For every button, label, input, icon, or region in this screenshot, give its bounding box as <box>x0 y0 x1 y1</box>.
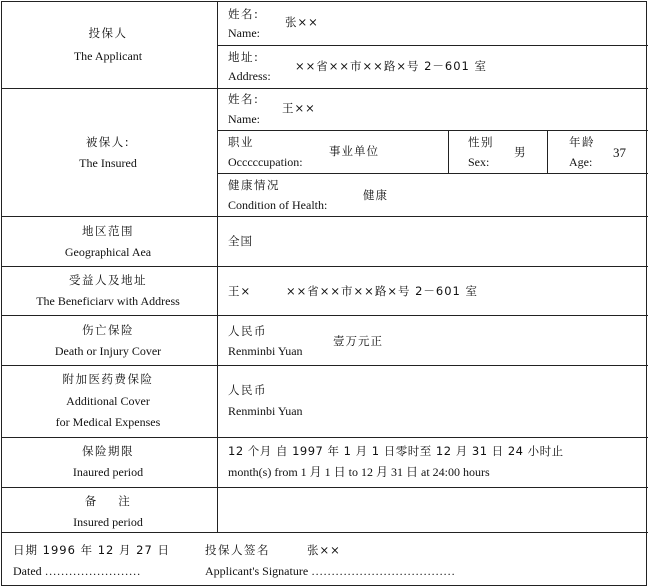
medical-currency-zh: 人民币 <box>228 383 267 397</box>
insured-name-label-zh: 姓名: <box>228 92 260 106</box>
geo-label-en: Geographical Aea <box>64 245 152 259</box>
health-label-en: Condition of Health: <box>228 198 328 212</box>
death-amount-value: 壹万元正 <box>333 334 383 348</box>
medical-currency-en: Renminbi Yuan <box>228 404 303 418</box>
footer-signature-value: 张×× <box>307 543 341 557</box>
remarks-label-zh: 备 注 <box>84 494 132 508</box>
remarks-label-en: Insured period <box>73 515 143 529</box>
column-divider <box>217 2 218 532</box>
applicant-address-label-zh: 地址: <box>228 50 260 64</box>
medical-label-en-2: for Medical Expenses <box>55 415 161 429</box>
health-label-zh: 健康情况 <box>228 178 280 192</box>
applicant-name-label-zh: 姓名: <box>228 7 260 21</box>
sub-row-divider <box>217 173 648 174</box>
footer-date-zh: 日期 1996 年 12 月 27 日 <box>13 543 170 557</box>
age-label-zh: 年龄 <box>569 135 595 149</box>
applicant-name-label-en: Name: <box>228 26 260 40</box>
period-label-zh: 保险期限 <box>82 444 134 458</box>
occupation-label-en: Occcccupation: <box>228 155 303 169</box>
beneficiary-address-value: ××省××市××路×号 2－601 室 <box>286 284 479 298</box>
row-divider <box>2 315 648 316</box>
footer-date-en: Dated …………………… <box>13 564 141 578</box>
period-label-en: Inaured period <box>72 465 144 479</box>
geo-label-zh: 地区范围 <box>82 224 134 238</box>
sex-label-zh: 性别 <box>468 135 494 149</box>
medical-label-zh: 附加医药费保险 <box>62 372 154 386</box>
medical-label-en-1: Additional Cover <box>66 394 150 408</box>
applicant-address-label-en: Address: <box>228 69 271 83</box>
insured-name-value: 王×× <box>282 101 316 115</box>
occupation-label-zh: 职业 <box>228 135 254 149</box>
row-divider <box>2 365 648 366</box>
row-divider <box>2 266 648 267</box>
insured-label-zh: 被保人: <box>85 135 131 149</box>
age-value: 37 <box>613 145 626 160</box>
sub-row-divider <box>217 45 648 46</box>
insured-label-en: The Insured <box>79 156 137 170</box>
applicant-label-zh: 投保人 <box>88 26 128 40</box>
insurance-application-form <box>1 1 647 586</box>
row-divider <box>2 437 648 438</box>
age-label-en: Age: <box>569 155 593 169</box>
applicant-label-en: The Applicant <box>73 49 143 63</box>
death-currency-zh: 人民币 <box>228 324 267 338</box>
row-divider <box>2 532 648 533</box>
applicant-address-value: ××省××市××路×号 2－601 室 <box>295 59 488 73</box>
row-divider <box>2 487 648 488</box>
period-line-en: month(s) from 1 月 1 日 to 12 月 31 日 at 24:00 hours <box>228 465 490 479</box>
period-line-zh: 12 个月 自 1997 年 1 月 1 日零时至 12 月 31 日 24 小时止 <box>228 444 564 458</box>
row-divider <box>2 88 648 89</box>
sex-label-en: Sex: <box>468 155 490 169</box>
beneficiary-label-en: The Beneficiarv with Address <box>36 294 180 308</box>
beneficiary-label-zh: 受益人及地址 <box>69 273 147 287</box>
death-label-zh: 伤亡保险 <box>82 323 134 337</box>
beneficiary-name-value: 王× <box>228 284 252 298</box>
sex-column-divider <box>448 130 449 173</box>
footer-signature-label-en: Applicant's Signature ……………………………… <box>205 564 456 578</box>
health-value: 健康 <box>363 188 388 202</box>
sub-row-divider <box>217 130 648 131</box>
row-divider <box>2 216 648 217</box>
death-currency-en: Renminbi Yuan <box>228 344 303 358</box>
footer-signature-label-zh: 投保人签名 <box>205 543 270 557</box>
applicant-name-value: 张×× <box>285 15 319 29</box>
death-label-en: Death or Injury Cover <box>54 344 162 358</box>
occupation-value: 事业单位 <box>329 144 379 158</box>
sex-value: 男 <box>514 145 527 159</box>
geo-value: 全国 <box>228 234 253 248</box>
insured-name-label-en: Name: <box>228 112 260 126</box>
age-column-divider <box>547 130 548 173</box>
